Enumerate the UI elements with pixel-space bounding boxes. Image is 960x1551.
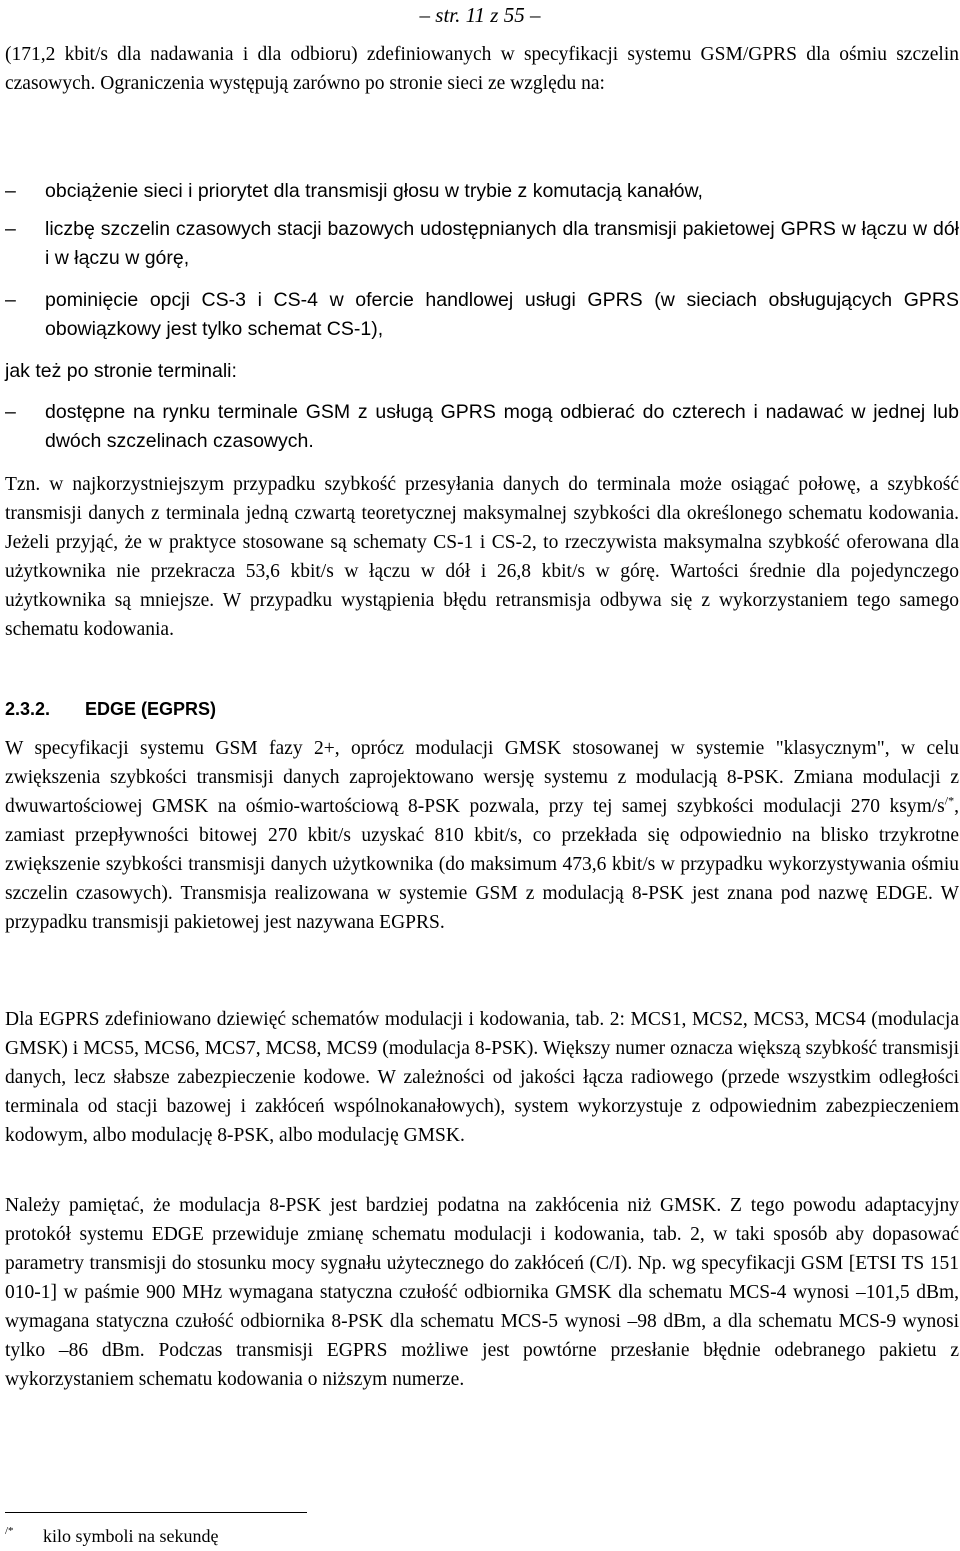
list-item bbox=[5, 177, 959, 206]
section-heading bbox=[5, 695, 216, 724]
list-dash: – bbox=[5, 289, 16, 311]
footnote-text: kilo symboli na sekundę bbox=[43, 1526, 219, 1546]
footnote-mark: /* bbox=[5, 1525, 14, 1537]
footnote-reference: /* bbox=[944, 793, 955, 808]
list-dash: – bbox=[5, 218, 16, 240]
paragraph-mcs-schemes: Dla EGPRS zdefiniowano dziewięć schematów modulacji i kodowania, tab. 2: MCS1, MCS2, MCS3, MCS4 (modulacja GMSK) i MCS5, MCS6, MCS7, MCS8, MCS9 (modulacja 8-PSK). Większy numer oznacza większą szybkość transmisji danych, lecz słabsze zabezpieczenie kodowe. W zależności od jakości łącza radiowego (przede wszystkim odległości terminala od stacji bazowej i zakłóceń wspólnokanałowych), system wykorzystuje z odpowiednim zabezpieczeniem kodowym, albo modulację 8-PSK, albo modulację GMSK. bbox=[5, 1009, 959, 1146]
section-number: 2.3.2. bbox=[5, 699, 51, 719]
page-number-header: – str. 11 z 55 – bbox=[419, 3, 541, 27]
list-dash: – bbox=[5, 180, 16, 202]
list-item bbox=[5, 215, 959, 273]
footnote bbox=[5, 1524, 218, 1548]
paragraph-intro: (171,2 kbit/s dla nadawania i dla odbioru) zdefiniowanych w specyfikacji systemu GSM/GPRS dla ośmiu szczelin czasowych. Ograniczenia występują zarówno po stronie sieci ze względu na: bbox=[5, 44, 959, 94]
list-item bbox=[5, 398, 959, 456]
footnote-separator bbox=[5, 1512, 307, 1513]
section-title: EDGE (EGPRS) bbox=[85, 699, 217, 719]
list-item-text: pominięcie opcji CS-3 i CS-4 w ofercie handlowej usługi GPRS (w sieciach obsługujących GPRS obowiązkowy jest tylko schemat CS-1), bbox=[45, 289, 959, 340]
list-item-text: dostępne na rynku terminale GSM z usługą GPRS mogą odbierać do czterech i nadawać w jednej lub dwóch szczelinach czasowych. bbox=[45, 401, 959, 452]
paragraph-terminals-intro: jak też po stronie terminali: bbox=[5, 360, 237, 382]
paragraph-edge-description: W specyfikacji systemu GSM fazy 2+, oprócz modulacji GMSK stosowanej w systemie "klasycznym", w celu zwiększenia szybkości transmisji danych zaprojektowano wersję systemu z modulacją 8-PSK. Zmiana modulacji z dwuwartościowej GMSK na ośmio-wartościową 8-PSK pozwala, przy tej samej szybkości modulacji 270 ksym/s/*, zamiast przepływności bitowej 270 kbit/s uzyskać 810 kbit/s, co przekłada się odpowiednio na blisko trzykrotne zwiększenie szybkości transmisji danych użytkownika (do maksimum 473,6 kbit/s w przypadku wykorzystywania ośmiu szczelin czasowych). Transmisja realizowana w systemie GSM z modulacją 8-PSK jest znana pod nazwę EDGE. W przypadku transmisji pakietowej jest nazywana EGPRS. bbox=[5, 738, 959, 933]
paragraph-throughput: Tzn. w najkorzystniejszym przypadku szybkość przesyłania danych do terminala może osiągać połowę, a szybkość transmisji danych z terminala jedną czwartą teoretycznej maksymalnej szybkości dla określonego schematu kodowania. Jeżeli przyjąć, że w praktyce stosowane są schematy CS-1 i CS-2, to rzeczywista maksymalna szybkość oferowana dla użytkownika nie przekracza 53,6 kbit/s w łączu w dół i 26,8 kbit/s w górę. Wartości średnie dla pojedynczego użytkownika są mniejsze. W przypadku wystąpienia błędu retransmisja odbywa się z wykorzystaniem tego samego schematu kodowania. bbox=[5, 474, 959, 640]
paragraph-adaptive-protocol: Należy pamiętać, że modulacja 8-PSK jest bardziej podatna na zakłócenia niż GMSK. Z tego powodu adaptacyjny protokół systemu EDGE przewiduje zmianę schematu modulacji i kodowania, tab. 2, w taki sposób aby dopasować parametry transmisji do stosunku mocy sygnału użytecznego do zakłóceń (C/I). Np. wg specyfikacji GSM [ETSI TS 151 010-1] w paśmie 900 MHz wymagana statyczna czułość odbiornika GMSK dla schematu MCS-4 wynosi –101,5 dBm, wymagana statyczna czułość odbiornika 8-PSK dla schematu MCS-5 wynosi –98 dBm, a dla schematu MCS-9 wynosi tylko –86 dBm. Podczas transmisji EGPRS możliwe jest powtórne przesłanie błędnie odebranego pakietu z wykorzystaniem schematu kodowania o niższym numerze. bbox=[5, 1195, 959, 1390]
list-item bbox=[5, 286, 959, 344]
list-item-text: obciążenie sieci i priorytet dla transmisji głosu w trybie z komutacją kanałów, bbox=[45, 180, 703, 202]
list-item-text: liczbę szczelin czasowych stacji bazowych udostępnianych dla transmisji pakietowej GPRS w łączu w dół i w łączu w górę, bbox=[45, 218, 959, 269]
list-dash: – bbox=[5, 401, 16, 423]
